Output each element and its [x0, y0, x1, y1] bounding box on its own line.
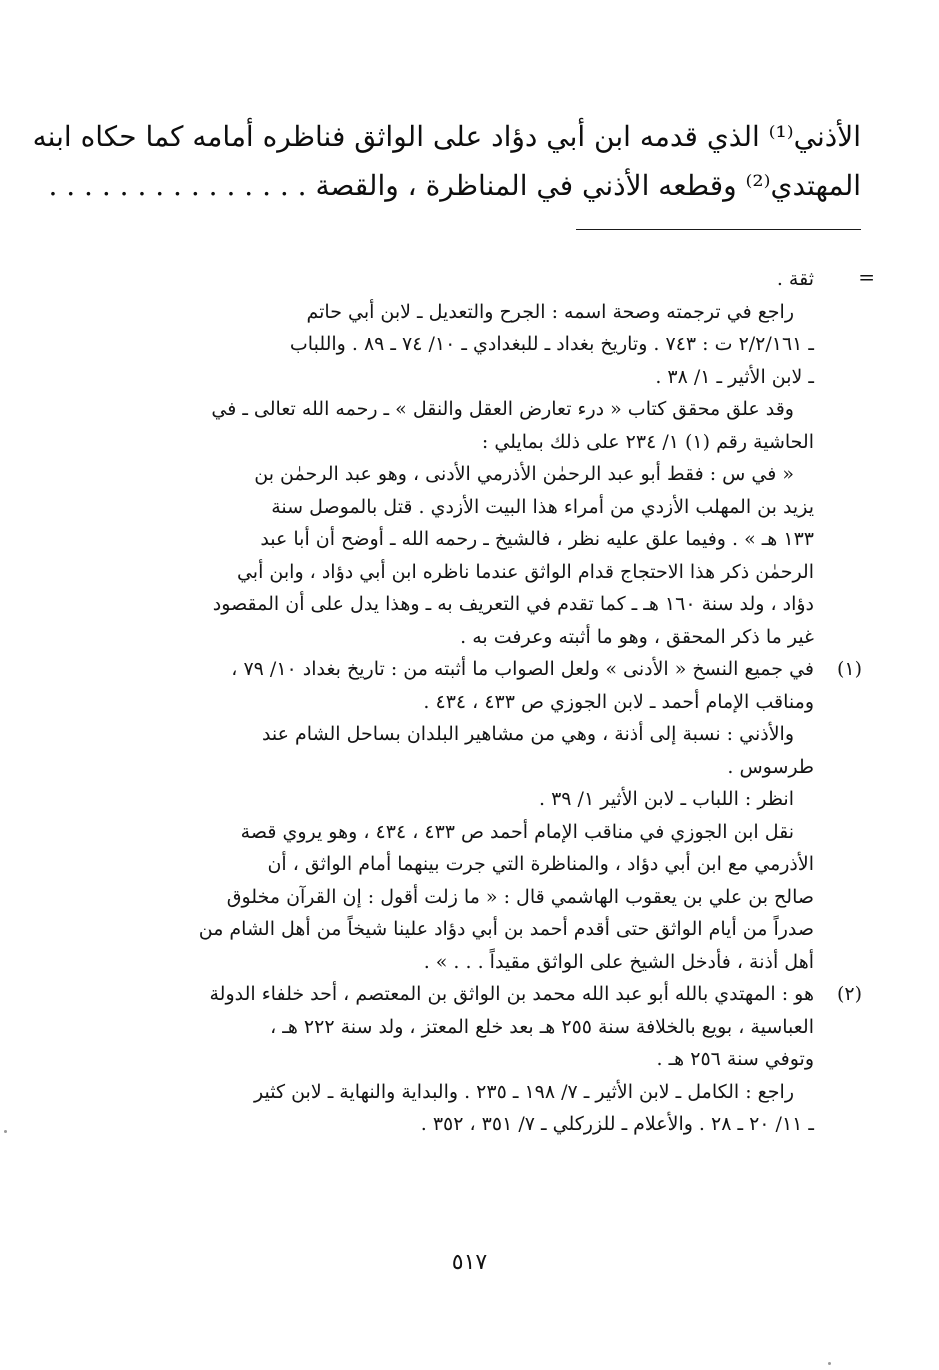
footnote-line: الحاشية رقم (١) ١/ ٢٣٤ على ذلك بمايلي :: [481, 430, 814, 453]
scan-speck: [4, 1130, 7, 1133]
footnote-line: دؤاد ، ولد سنة ١٦٠ هـ ـ كما تقدم في التعريف به ـ وهذا يدل على أن المقصود: [212, 593, 814, 615]
footnote-line: هو : المهتدي بالله أبو عبد الله محمد بن الواثق بن المعتصم ، أحد خلفاء الدولة: [209, 983, 814, 1005]
footnote-line: وتوفي سنة ٢٥٦ هـ .: [656, 1048, 814, 1070]
footnotes-block: [114, 263, 862, 1141]
footnote-line: في جميع النسخ « الأدنى » ولعل الصواب ما أثبته من : تاريخ بغداد ١٠/ ٧٩ ،: [231, 658, 814, 680]
footnote-line: طرسوس .: [727, 755, 814, 778]
page-number: ٥١٧: [451, 1250, 488, 1275]
footnote-line: صالح بن علي بن يعقوب الهاشمي قال : « ما زلت أقول : إن القرآن مخلوق: [226, 885, 814, 908]
footnote-line: الرحمٰن ذكر هذا الاحتجاج قدام الواثق عندما ناظره ابن أبي دؤاد ، وابن أبي: [236, 560, 814, 583]
main-text-line: الأذني⁽¹⁾ الذي قدمه ابن أبي دؤاد على الواثق فناظره أمامه كما حكاه ابنه: [32, 120, 861, 153]
footnote-separator: [576, 229, 861, 230]
scan-speck: [828, 1362, 831, 1365]
footnote-line: راجع : الكامل ـ لابن الأثير ـ ٧/ ١٩٨ ـ ٢٣٥ . والبداية والنهاية ـ لابن كثير: [254, 1080, 794, 1103]
footnote-line: « في س : فقط أبو عبد الرحمٰن الأذرمي الأدنى ، وهو عبد الرحمٰن بن: [254, 463, 794, 485]
footnote-line: صدراً من أيام الواثق حتى أقدم أحمد بن أبي دؤاد علينا شيخاً من أهل الشام من: [198, 918, 814, 940]
footnote-line: ١٣٣ هـ » . وفيما علق عليه نظر ، فالشيخ ـ رحمه الله ـ أوضح أن أبا عبد: [260, 528, 814, 550]
footnote-line: غير ما ذكر المحقق ، وهو ما أثبته وعرفت به .: [460, 625, 814, 648]
footnote-line: ـ ١١/ ٢٠ ـ ٢٨ . والأعلام ـ للزركلي ـ ٧/ ٣٥١ ، ٣٥٢ .: [420, 1113, 814, 1135]
footnote-line: ـ لابن الأثير ـ ١/ ٣٨ .: [655, 365, 814, 388]
footnote-continuation-marker: =: [858, 265, 875, 289]
footnote-1: [114, 653, 862, 978]
footnote-line: والأذني : نسبة إلى أذنة ، وهي من مشاهير البلدان بساحل الشام عند: [261, 723, 794, 745]
footnote-line: وقد علق محقق كتاب « درء تعارض العقل والنقل » ـ رحمه الله تعالى ـ في: [211, 398, 794, 420]
footnote-number: (١): [836, 658, 862, 680]
footnote-line: الأذرمي مع ابن أبي دؤاد ، والمناظرة التي جرت بينهما أمام الواثق ، أن: [267, 853, 814, 875]
footnote-2: [114, 978, 862, 1141]
footnote-line: أهل أذنة ، فأدخل الشيخ على الواثق مقيداً . . . » .: [423, 950, 814, 973]
main-text-block: [32, 112, 861, 210]
footnote-line: راجع في ترجمته وصحة اسمه : الجرح والتعديل ـ لابن أبي حاتم: [306, 300, 794, 323]
footnote-line: نقل ابن الجوزي في مناقب الإمام أحمد ص ٤٣٣ ، ٤٣٤ ، وهو يروي قصة: [240, 820, 794, 843]
footnote-line: انظر : اللباب ـ لابن الأثير ١/ ٣٩ .: [538, 788, 794, 810]
footnote-line: ثقة .: [776, 268, 814, 290]
footnote-line: ومناقب الإمام أحمد ـ لابن الجوزي ص ٤٣٣ ، ٤٣٤ .: [423, 690, 814, 713]
footnote-line: يزيد بن المهلب الأزدي من أمراء هذا البيت الأزدي . قتل بالموصل سنة: [271, 495, 814, 518]
main-text-line: المهتدي⁽²⁾ وقطعه الأذني في المناظرة ، والقصة . . . . . . . . . . . . . . .: [48, 169, 861, 202]
footnote-line: ـ ٢/٢/١٦١ ت : ٧٤٣ . وتاريخ بغداد ـ للبغدادي ـ ١٠/ ٧٤ ـ ٨٩ . واللباب: [289, 333, 814, 355]
footnote-number: (٢): [836, 983, 862, 1005]
footnote-line: العباسية ، بويع بالخلافة سنة ٢٥٥ هـ بعد خلع المعتز ، ولد سنة ٢٢٢ هـ ،: [270, 1015, 814, 1038]
